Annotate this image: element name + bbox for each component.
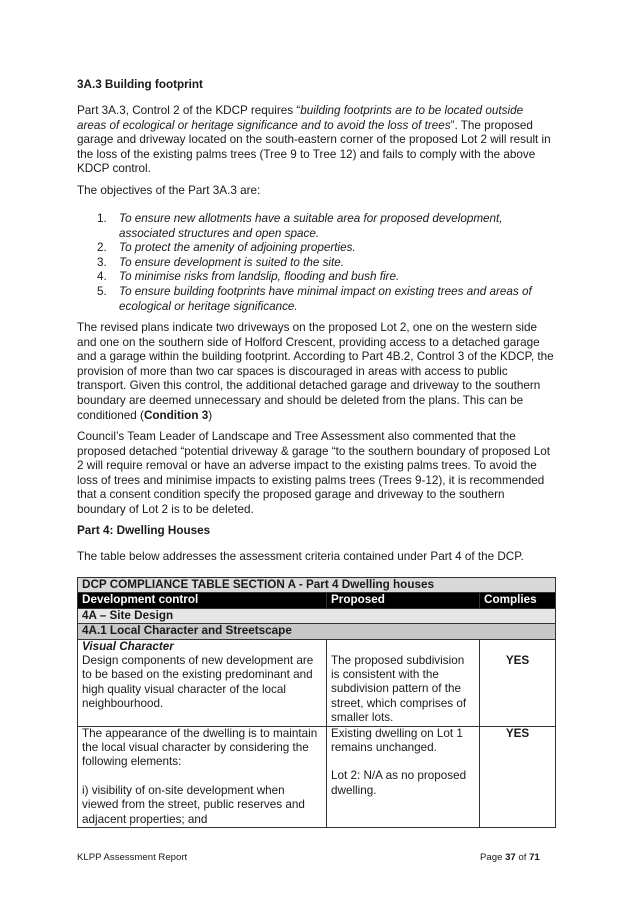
current-page: 37 bbox=[505, 852, 516, 863]
paragraph-text: Part 3A.3, Control 2 of the KDCP requires “ bbox=[77, 104, 301, 117]
footer-page-number bbox=[480, 852, 540, 863]
control-cell bbox=[78, 726, 327, 827]
objective-item bbox=[77, 270, 555, 285]
proposed-text: Existing dwelling on Lot 1 remains unchanged. bbox=[331, 726, 463, 755]
condition-reference: Condition 3 bbox=[143, 408, 209, 422]
table-intro: The table below addresses the assessment criteria contained under Part 4 of the DCP. bbox=[77, 550, 524, 563]
objective-number: 3. bbox=[97, 255, 107, 269]
column-header: Development control bbox=[78, 593, 327, 608]
dcp-compliance-table bbox=[77, 577, 556, 828]
objective-item bbox=[77, 241, 555, 256]
objective-number: 2. bbox=[97, 241, 107, 255]
paragraph-text: ”. The proposed garage and driveway located on the south-eastern corner of the proposed Lot 2 will result in the loss of the existing palms trees (Tree 9 to Tree 12) and fails to comply with the above KDCP control. bbox=[77, 118, 551, 176]
table-subsection-row bbox=[78, 624, 556, 639]
objective-text: To ensure building footprints have minimal impact on existing trees and areas of ecological or heritage significance. bbox=[119, 284, 532, 313]
complies-cell: YES bbox=[480, 726, 556, 827]
control-text: i) visibility of on-site development when viewed from the street, public reserves and adjacent properties; and bbox=[82, 783, 305, 826]
paragraph-driveways bbox=[77, 321, 555, 423]
total-pages: 71 bbox=[529, 852, 540, 863]
objective-text: To ensure development is suited to the site. bbox=[119, 255, 345, 269]
table-row bbox=[78, 639, 556, 726]
proposed-cell bbox=[327, 726, 480, 827]
control-text: Design components of new development are to be based on the existing predominant and high quality visual character of the local neighbourhood. bbox=[82, 654, 314, 711]
table-row bbox=[78, 726, 556, 827]
section-heading-part4: Part 4: Dwelling Houses bbox=[77, 524, 211, 537]
column-header: Complies bbox=[480, 593, 556, 608]
table-title-row bbox=[78, 578, 556, 593]
objective-item bbox=[77, 212, 555, 241]
complies-cell: YES bbox=[480, 639, 556, 726]
control-text: The appearance of the dwelling is to maintain the local visual character by considering the following elements: bbox=[82, 726, 318, 769]
objective-number: 5. bbox=[97, 284, 107, 298]
footer-report-name: KLPP Assessment Report bbox=[77, 852, 188, 863]
objective-text: To protect the amenity of adjoining properties. bbox=[119, 241, 356, 255]
section-heading-3a3: 3A.3 Building footprint bbox=[77, 78, 203, 91]
paragraph-text: ) bbox=[208, 408, 213, 422]
proposed-cell: The proposed subdivision is consistent with the subdivision pattern of the street, which comprises of smaller lots. bbox=[327, 639, 480, 726]
objectives-list bbox=[77, 212, 555, 314]
objective-text: To ensure new allotments have a suitable area for proposed development, associated structures and open space. bbox=[119, 212, 503, 240]
paragraph-text: The revised plans indicate two driveways on the proposed Lot 2, one on the western side and one on the southern side of Holford Crescent, providing access to a detached garage and a garage within the building footprint. According to Part 4B.2, Control 3 of the KDCP, the provision of more than two car spaces is discouraged in areas with access to public transport. Given this control, the additional detached garage and driveway to the southern boundary are deemed unnecessary and should be deleted from the plans. This can be conditioned ( bbox=[77, 321, 554, 422]
objective-number: 1. bbox=[97, 212, 107, 225]
table-title: DCP COMPLIANCE TABLE SECTION A - Part 4 Dwelling houses bbox=[78, 578, 556, 593]
proposed-text: Lot 2: N/A as no proposed dwelling. bbox=[331, 769, 467, 797]
control-title: Visual Character bbox=[82, 639, 174, 653]
table-section-row bbox=[78, 608, 556, 623]
paragraph-tree-assessment: Council’s Team Leader of Landscape and Tree Assessment also commented that the proposed detached “potential driveway & garage “to the southern boundary of proposed Lot 2 will require removal or have an adverse impact to the existing palms trees. To avoid the loss of trees and minimise impacts to existing palms trees (Trees 9-12), it is recommended that a consent condition specify the proposed garage and driveway to the southern boundary of Lot 2 is to be deleted. bbox=[77, 430, 551, 516]
objective-item bbox=[77, 256, 555, 271]
page-label: Page bbox=[480, 852, 506, 863]
control-cell bbox=[78, 639, 327, 726]
of-label: of bbox=[515, 852, 530, 863]
objective-text: To minimise risks from landslip, flooding and bush fire. bbox=[119, 270, 400, 284]
paragraph-control-2 bbox=[77, 104, 555, 177]
subsection-label: 4A.1 Local Character and Streetscape bbox=[78, 624, 556, 639]
table-header-row bbox=[78, 593, 556, 608]
quoted-control: building footprints are to be located outside areas of ecological or heritage significance and to avoid the loss of trees bbox=[77, 104, 524, 132]
section-label: 4A – Site Design bbox=[78, 608, 556, 623]
objective-number: 4. bbox=[97, 270, 107, 284]
objective-item bbox=[77, 285, 555, 314]
objectives-intro: The objectives of the Part 3A.3 are: bbox=[77, 184, 261, 197]
column-header: Proposed bbox=[327, 593, 480, 608]
